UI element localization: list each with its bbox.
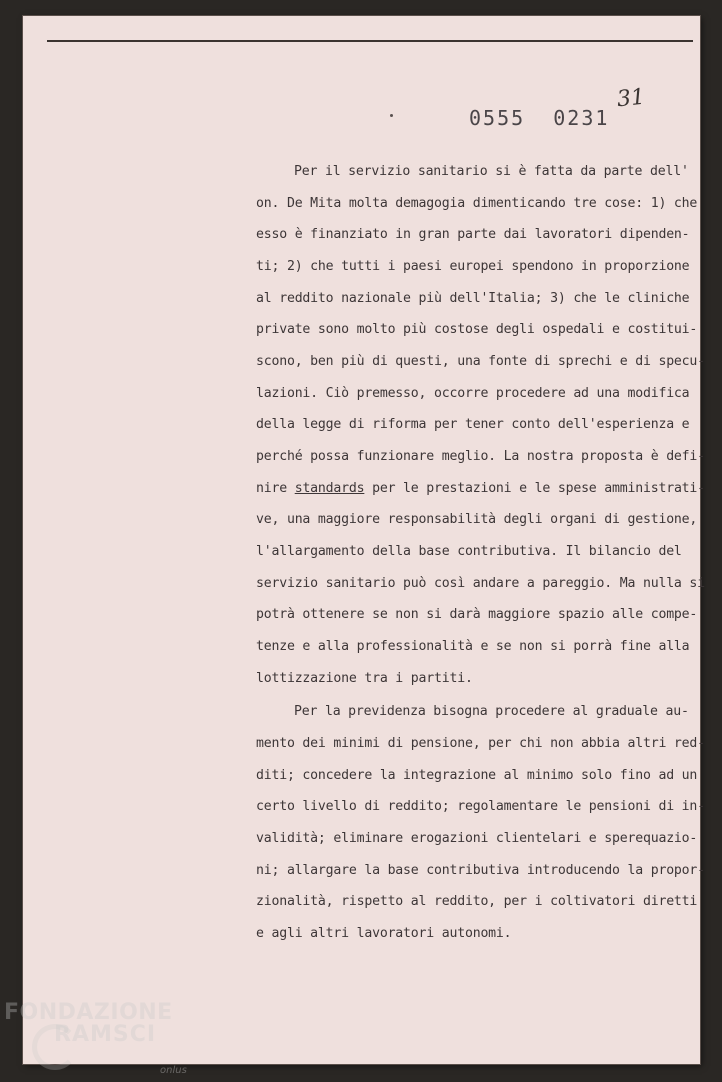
- text-line: zionalità, rispetto al reddito, per i coltivatori diretti: [256, 894, 698, 909]
- text-line: esso è finanziato in gran parte dai lavoratori dipenden-: [256, 227, 690, 242]
- watermark-logo: [4, 1000, 187, 1076]
- text-line: ve, una maggiore responsabilità degli organi di gestione,: [256, 512, 698, 527]
- text-line: potrà ottenere se non si darà maggiore spazio alle compe-: [256, 607, 698, 622]
- text-line: e agli altri lavoratori autonomi.: [256, 926, 512, 941]
- text-segment: per le prestazioni e le spese amministrati-: [364, 481, 705, 496]
- handwritten-page-number: 31: [615, 84, 647, 113]
- text-line: private sono molto più costose degli ospedali e costitui-: [256, 322, 698, 337]
- top-rule: [47, 40, 693, 42]
- text-line: ti; 2) che tutti i paesi europei spendono in proporzione: [256, 259, 690, 274]
- text-line: ni; allargare la base contributiva introducendo la propor-: [256, 863, 705, 878]
- text-line: Per la previdenza bisogna procedere al graduale au-: [294, 704, 689, 719]
- text-line: scono, ben più di questi, una fonte di sprechi e di specu-: [256, 354, 705, 369]
- ink-dot: [390, 114, 393, 117]
- watermark-line3: onlus: [160, 1065, 187, 1076]
- text-line: diti; concedere la integrazione al minimo solo fino ad un: [256, 768, 698, 783]
- text-segment: nire: [256, 481, 295, 496]
- text-line: l'allargamento della base contributiva. Il bilancio del: [256, 544, 682, 559]
- watermark-g-icon: [32, 1024, 78, 1070]
- text-line: validità; eliminare erogazioni clientelari e sperequazio-: [256, 831, 698, 846]
- text-line: perché possa funzionare meglio. La nostra proposta è defi-: [256, 449, 705, 464]
- text-line: servizio sanitario può così andare a pareggio. Ma nulla si: [256, 576, 705, 591]
- archive-number: 0555 0231: [469, 106, 610, 130]
- text-line: della legge di riforma per tener conto dell'esperienza e: [256, 417, 690, 432]
- text-line: on. De Mita molta demagogia dimenticando tre cose: 1) che: [256, 196, 698, 211]
- document-page: [23, 16, 705, 1064]
- watermark-line1: FONDAZIONE: [4, 1000, 173, 1025]
- text-line: Per il servizio sanitario si è fatta da parte dell': [294, 164, 689, 179]
- underlined-word: standards: [294, 481, 365, 496]
- text-line: lottizzazione tra i partiti.: [256, 671, 473, 686]
- text-line: tenze e alla professionalità e se non si porrà fine alla: [256, 639, 690, 654]
- watermark-line2: RAMSCI: [54, 1022, 157, 1047]
- text-line: al reddito nazionale più dell'Italia; 3) che le cliniche: [256, 291, 690, 306]
- text-line: [256, 481, 705, 496]
- text-line: lazioni. Ciò premesso, occorre procedere ad una modifica: [256, 386, 690, 401]
- text-line: certo livello di reddito; regolamentare le pensioni di in-: [256, 799, 705, 814]
- text-line: mento dei minimi di pensione, per chi non abbia altri red-: [256, 736, 705, 751]
